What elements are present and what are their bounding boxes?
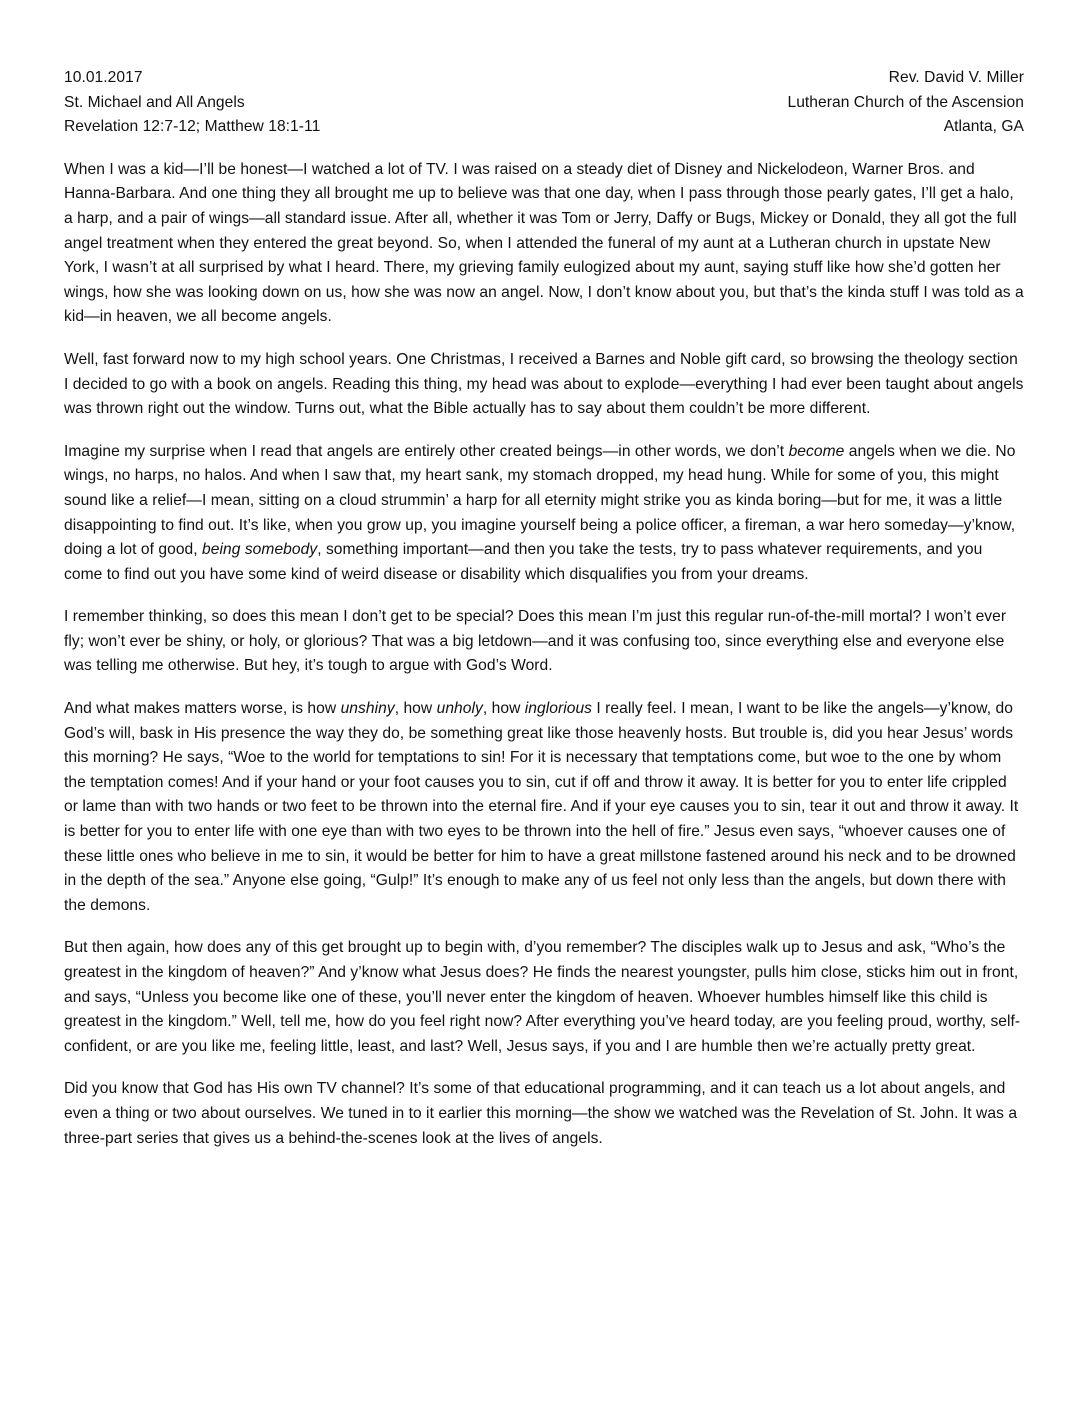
emphasis-unholy: unholy: [436, 700, 483, 718]
author-name: Rev. David V. Miller: [888, 69, 1024, 86]
paragraph-4: I remember thinking, so does this mean I don’t get to be special? Does this mean I’m just this regular run-of-the-mill mortal? I won’t ever fly; won’t ever be shiny, or holy, or glorious? That was a big letdown—and it was confusing too, since everything else and everyone else was telling me otherwise. But hey, it’s tough to argue with God’s Word.: [64, 608, 1007, 675]
scripture-readings: Revelation 12:7-12; Matthew 18:1-11: [64, 118, 321, 136]
paragraph-5: [64, 697, 1024, 918]
paragraph-5-text-b: , how: [394, 700, 437, 718]
church-location: Atlanta, GA: [943, 118, 1024, 136]
emphasis-unshiny: unshiny: [340, 700, 395, 718]
paragraph-6: But then again, how does any of this get brought up to begin with, d’you remember? The disciples walk up to Jesus and ask, “Who’s the greatest in the kingdom of heaven?” And y’know what Jesus does? He finds the nearest youngster, pulls him close, sticks him out in front, and says, “Unless you become like one of these, you’ll never enter the kingdom of heaven. Whoever humbles himself like this child is greatest in the kingdom.” Well, tell me, how do you feel right now? After everything you’ve heard today, are you feeling proud, worthy, self-confident, or are you like me, feeling little, least, and last? Well, Jesus says, if you and I are humble then we’re actually pretty great.: [64, 939, 1021, 1055]
header-right: [787, 66, 1024, 140]
paragraph-3-text-a: Imagine my surprise when I read that angels are entirely other created beings—in other words, we don’t: [64, 442, 789, 460]
sermon-body: [64, 158, 1024, 1151]
sermon-page: [64, 66, 1024, 1169]
emphasis-become: become: [788, 442, 845, 460]
paragraph-3-text-c: , something important—and then you take the tests, try to pass whatever requirements, and you come to find out you have some kind of weird disease or disability which disqualifies you from your dreams.: [64, 541, 983, 583]
paragraph-5-text-d: I really feel. I mean, I want to be like the angels—y’know, do God’s will, bask in His presence the way they do, be something great like those heavenly hosts. But trouble is, did you hear Jesus’ words this morning? He says, “Woe to the world for temptations to sin! For it is necessary that temptations come, but woe to the one by whom the temptation comes! And if your hand or your foot causes you to sin, cut if off and throw it away. It is better for you to enter life crippled or lame than with two hands or two feet to be thrown into the eternal fire. And if your eye causes you to sin, tear it out and throw it away. It is better for you to enter life with one eye than with two eyes to be thrown into the hell of fire.” Jesus even says, “whoever causes one of these little ones who believe in me to sin, it would be better for him to have a great millstone fastened around his neck and to be drowned in the depth of the sea.” Anyone else going, “Gulp!” It’s enough to make any of us feel not only less than the angels, but down there with the demons.: [64, 700, 1019, 914]
sermon-header: [64, 66, 1024, 140]
paragraph-5-text-a: And what makes matters worse, is how: [64, 700, 341, 718]
emphasis-being-somebody: being somebody: [202, 541, 318, 559]
paragraph-1: When I was a kid—I’ll be honest—I watched a lot of TV. I was raised on a steady diet of Disney and Nickelodeon, Warner Bros. and Hanna-Barbara. And one thing they all brought me up to believe was that one day, when I pass through those pearly gates, I’ll get a halo, a harp, and a pair of wings—all standard issue. After all, whether it was Tom or Jerry, Daffy or Bugs, Mickey or Donald, they all got the full angel treatment when they entered the great beyond. So, when I attended the funeral of my aunt at a Lutheran church in upstate New York, I wasn’t at all surprised by what I heard. There, my grieving family eulogized about my aunt, saying stuff like how she’d gotten her wings, how she was looking down on us, how she was now an angel. Now, I don’t know about you, but that’s the kinda stuff I was told as a kid—in heaven, we all become angels.: [64, 160, 1024, 326]
paragraph-5-text-c: , how: [482, 700, 525, 718]
sermon-date: 10.01.2017: [64, 69, 143, 86]
paragraph-3-text-b: angels when we die. No wings, no harps, no halos. And when I saw that, my heart sank, my stomach dropped, my head hung. While for some of you, this might sound like a relief—I mean, sitting on a cloud strummin’ a harp for all eternity might strike you as kinda boring—but for me, it was a little disappointing to find out. It’s like, when you grow up, you imagine yourself being a police officer, a fireman, a war hero someday—y’know, doing a lot of good,: [64, 442, 1016, 559]
paragraph-3: [64, 440, 1024, 588]
paragraph-2: Well, fast forward now to my high school years. One Christmas, I received a Barnes and Noble gift card, so browsing the theology section I decided to go with a book on angels. Reading this thing, my head was about to explode—everything I had ever been taught about angels was thrown right out the window. Turns out, what the Bible actually has to say about them couldn’t be more different.: [64, 350, 1024, 418]
emphasis-inglorious: inglorious: [524, 700, 593, 718]
header-left: [64, 66, 320, 140]
paragraph-7: Did you know that God has His own TV channel? It’s some of that educational programming, and it can teach us a lot about angels, and even a thing or two about ourselves. We tuned in to it earlier this morning—the show we watched was the Revelation of St. John. It was a three-part series that gives us a behind-the-scenes look at the lives of angels.: [64, 1080, 1018, 1147]
feast-title: St. Michael and All Angels: [64, 93, 245, 111]
church-name: Lutheran Church of the Ascension: [787, 93, 1024, 111]
